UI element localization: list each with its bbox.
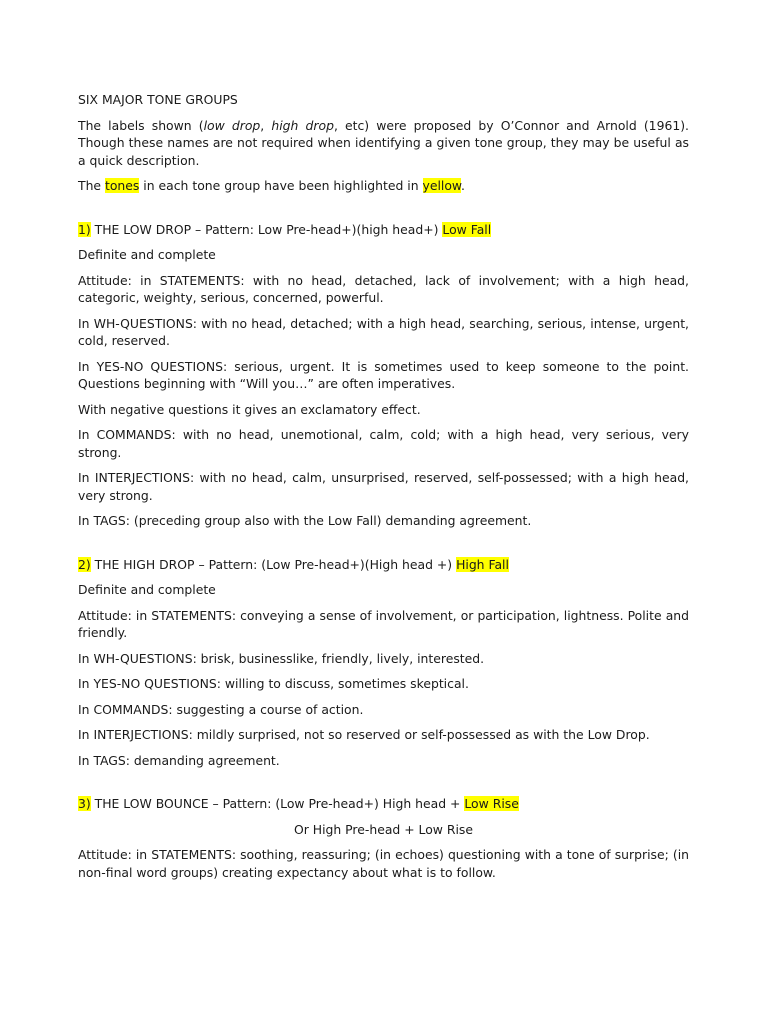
document-title: SIX MAJOR TONE GROUPS bbox=[78, 92, 238, 107]
italic-term-low-drop: low drop bbox=[203, 117, 261, 133]
section-paragraph: Attitude: in STATEMENTS: conveying a sense of involvement, or participation, lightness. Polite and friendly. bbox=[78, 607, 689, 640]
section-paragraph: In TAGS: demanding agreement. bbox=[78, 752, 280, 768]
section-paragraph: In COMMANDS: suggesting a course of action. bbox=[78, 701, 364, 717]
alternative-pattern: Or High Pre-head + Low Rise bbox=[293, 821, 474, 837]
section-paragraph: In WH-QUESTIONS: with no head, detached; with a high head, searching, serious, intense, urgent, cold, reserved. bbox=[78, 315, 689, 348]
section-number: 2) bbox=[78, 556, 91, 572]
section-paragraph: Attitude: in STATEMENTS: with no head, detached, lack of involvement; with a high head, categoric, weighty, serious, concerned, powerful. bbox=[78, 272, 689, 305]
section-paragraph: In WH-QUESTIONS: brisk, businesslike, friendly, lively, interested. bbox=[78, 650, 485, 666]
highlight-tones: tones bbox=[104, 178, 140, 193]
section-paragraph: In COMMANDS: with no head, unemotional, calm, cold; with a high head, very serious, very strong. bbox=[78, 427, 689, 460]
section-paragraph: In TAGS: (preceding group also with the Low Fall) demanding agreement. bbox=[78, 513, 532, 528]
section-paragraph: In YES-NO QUESTIONS: willing to discuss, sometimes skeptical. bbox=[78, 676, 469, 691]
section-paragraph: With negative questions it gives an exclamatory effect. bbox=[78, 401, 421, 417]
section-paragraph: Definite and complete bbox=[78, 582, 216, 597]
section-number: 3) bbox=[78, 796, 91, 811]
section-heading-low-drop: 1) THE LOW DROP – Pattern: Low Pre-head+)(high head+) Low Fall bbox=[78, 221, 492, 237]
italic-term-high-drop: high drop bbox=[271, 117, 334, 133]
section-paragraph: In INTERJECTIONS: mildly surprised, not so reserved or self-possessed as with the Low Drop. bbox=[78, 727, 650, 742]
highlight-yellow: yellow bbox=[422, 178, 461, 193]
section-paragraph: In INTERJECTIONS: with no head, calm, unsurprised, reserved, self-possessed; with a high head, very strong. bbox=[78, 470, 689, 503]
section-paragraph: In YES-NO QUESTIONS: serious, urgent. It is sometimes used to keep someone to the point. Questions beginning with “Will you…” are often imperatives. bbox=[78, 358, 689, 391]
section-heading-high-drop: 2) THE HIGH DROP – Pattern: (Low Pre-head+)(High head +) High Fall bbox=[78, 556, 509, 572]
document-page bbox=[78, 91, 689, 889]
highlight-note: The tones in each tone group have been highlighted in yellow. bbox=[78, 178, 465, 193]
section-paragraph: Definite and complete bbox=[78, 247, 216, 262]
tone-label: Low Rise bbox=[464, 796, 519, 811]
tone-label: Low Fall bbox=[442, 221, 492, 237]
section-paragraph: Attitude: in STATEMENTS: soothing, reassuring; (in echoes) questioning with a tone of surprise; (in non-final word groups) creating expectancy about what is to follow. bbox=[78, 847, 689, 880]
intro-paragraph: The labels shown (low drop, high drop, etc) were proposed by O’Connor and Arnold (1961). Though these names are not required when identifying a given tone group, they may be useful as a quick description. bbox=[78, 117, 689, 168]
tone-label: High Fall bbox=[456, 556, 509, 572]
section-heading-low-bounce: 3) THE LOW BOUNCE – Pattern: (Low Pre-head+) High head + Low Rise bbox=[78, 796, 519, 811]
section-number: 1) bbox=[78, 221, 91, 237]
